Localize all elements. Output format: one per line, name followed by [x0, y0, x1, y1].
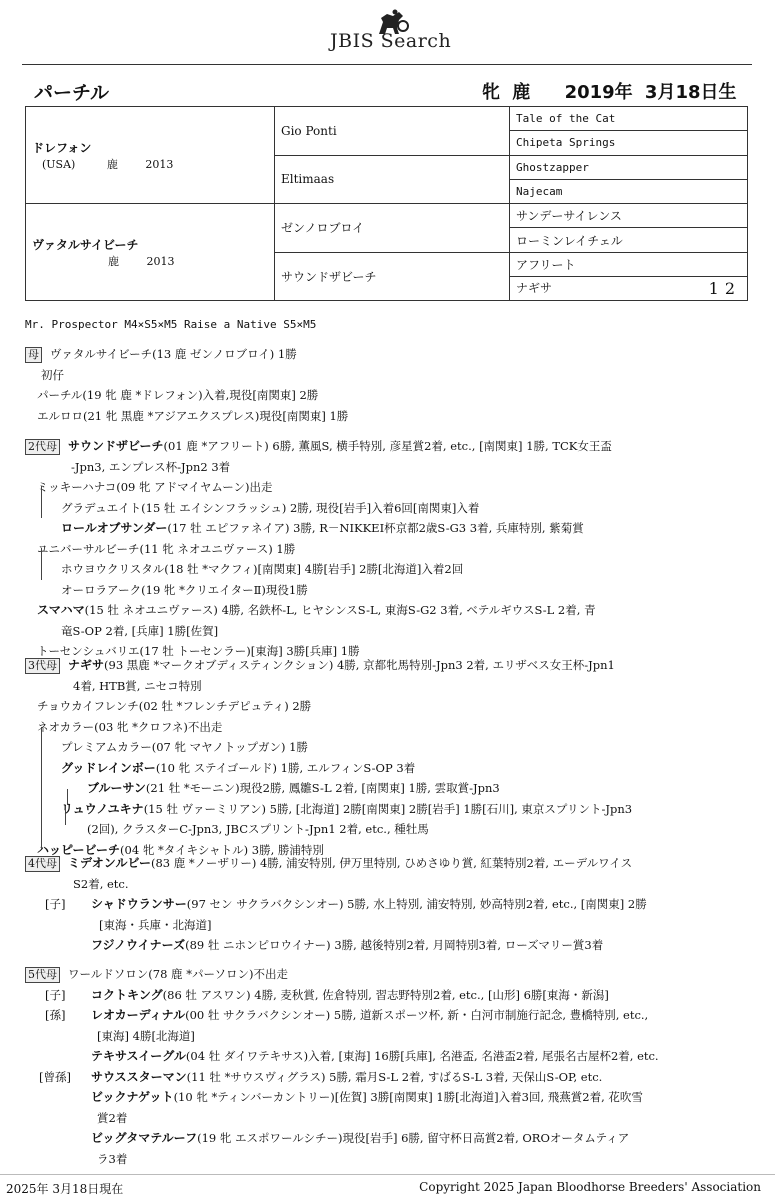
- inbreeding-line: Mr. Prospector M4×S5×M5 Raise a Native S5×M5: [25, 318, 317, 331]
- dam-section: [25, 344, 755, 426]
- offspring-record: (10 牝 ステイゴールド) 1勝, エルフィンS-OP 3着: [155, 760, 416, 775]
- descendant-record: (10 牝 *ティンバーカントリー)[佐賀] 3勝[南関東] 1勝[北海道]入着3回, 飛燕賞2着, 花吹雪: [173, 1090, 643, 1104]
- sire-name[interactable]: ドレフォン: [32, 140, 92, 155]
- offspring-name[interactable]: リュウノユキナ: [61, 801, 144, 816]
- offspring-line: ユニバーサルビーチ(11 牝 ネオユニヴァース) 1勝: [37, 541, 296, 556]
- tree-line: [65, 809, 66, 825]
- tree-line: [67, 789, 68, 805]
- tree-line: [41, 548, 42, 580]
- g3-8[interactable]: ナギサ: [516, 281, 553, 296]
- g3-2[interactable]: Chipeta Springs: [510, 131, 748, 155]
- descendant-record-cont: ラ3着: [97, 1151, 128, 1166]
- third-dam-name[interactable]: ナギサ: [68, 658, 105, 672]
- sire-sire[interactable]: Gio Ponti: [275, 107, 510, 156]
- offspring-name[interactable]: ハッピービーチ: [37, 842, 121, 857]
- fourth-dam-section: [25, 853, 755, 956]
- g3-7[interactable]: アフリート: [510, 252, 748, 276]
- fourth-dam-record-cont: S2着, etc.: [73, 876, 129, 891]
- pedigree-table: [25, 106, 748, 301]
- dam-details: [32, 253, 268, 269]
- section-tag: 4代母: [25, 856, 60, 872]
- horse-birth: 2019年 3月18日生: [564, 82, 737, 103]
- descendant-record: (00 牡 サクラバクシンオー) 5勝, 道新スポーツ杯, 新・白河市制施行記念, 豊橋特別, etc.,: [185, 1008, 649, 1022]
- sire-color: 鹿: [106, 157, 118, 171]
- third-dam-section: [25, 655, 755, 860]
- logo-text: JBIS Search: [330, 30, 452, 52]
- dam-cell: [26, 204, 275, 301]
- descendant-record: (04 牡 ダイワテキサス)入着, [東海] 16勝[兵庫], 名港盃, 名港盃2着, 尾張名古屋杯2着, etc.: [185, 1049, 659, 1063]
- descendant-record: (89 牡 ニホンピロウイナー) 3勝, 越後特別2着, 月岡特別3着, ローズマリー賞3着: [185, 938, 604, 952]
- descendant-name[interactable]: コクトキング: [91, 987, 163, 1002]
- offspring-name[interactable]: グッドレインボー: [61, 760, 156, 775]
- dam-color: 鹿: [108, 254, 119, 268]
- third-dam-record-cont: 4着, HTB賞, ニセコ特別: [73, 678, 202, 693]
- horse-sex: 牝: [482, 82, 500, 103]
- dam-name[interactable]: ヴァタルサイビーチ: [32, 237, 139, 252]
- third-dam-record: (93 黒鹿 *マークオブディスティンクション) 4勝, 京都牝馬特別-Jpn3 2着, エリザベス女王杯-Jpn1: [104, 658, 615, 672]
- horse-color: 鹿: [512, 82, 531, 103]
- g3-4[interactable]: Najecam: [510, 179, 748, 203]
- second-dam-section: [25, 436, 755, 662]
- descendant-record: (11 牡 *サウスヴィグラス) 5勝, 霜月S-L 2着, すばるS-L 3着, 天保山S-OP, etc.: [186, 1069, 603, 1084]
- relation-label: [子]: [45, 897, 66, 911]
- fifth-dam-section: [25, 964, 755, 1169]
- relation-label: [曾孫]: [39, 1069, 71, 1084]
- dam-year: 2013: [146, 254, 175, 268]
- offspring-line: グラデュエイト(15 牡 エイシンフラッシュ) 2勝, 現役[岩手]入着6回[南関東]入着: [61, 500, 480, 515]
- g3-1[interactable]: Tale of the Cat: [510, 107, 748, 131]
- descendant-name[interactable]: シャドウランサー: [91, 897, 187, 911]
- second-dam-name[interactable]: サウンドザビーチ: [68, 439, 164, 453]
- footer-rule: [0, 1174, 775, 1175]
- offspring-line: オーロラアーク(19 牝 *クリエイターⅡ)現役1勝: [61, 582, 308, 597]
- offspring-line: プレミアムカラー(07 牝 マヤノトップガン) 1勝: [61, 740, 308, 754]
- offspring-line: ネオカラー(03 牝 *クロフネ)不出走: [37, 719, 223, 734]
- offspring-record: (17 牡 エピファネイア) 3勝, R－NIKKEI杯京都2歳S-G3 3着, 兵庫特別, 紫菊賞: [167, 521, 584, 535]
- first-foal-note: 初仔: [41, 367, 64, 382]
- descendant-name[interactable]: ビックナゲット: [91, 1090, 174, 1104]
- descendant-name[interactable]: テキサスイーグル: [91, 1049, 186, 1063]
- dam-dam[interactable]: サウンドザビーチ: [275, 252, 510, 301]
- offspring-record: (15 牡 ネオユニヴァース) 4勝, 名鉄杯-L, ヒヤシンスS-L, 東海S-G2 3着, ベテルギウスS-L 2着, 青: [84, 603, 596, 617]
- sire-details: [32, 156, 268, 172]
- horse-info: [482, 78, 737, 104]
- g3-3[interactable]: Ghostzapper: [510, 155, 748, 179]
- horse-name: パーチル: [34, 82, 110, 104]
- descendant-record-cont: 賞2着: [97, 1110, 128, 1125]
- sire-cell: [26, 107, 275, 204]
- dam-line: ヴァタルサイビーチ(13 鹿 ゼンノロブロイ) 1勝: [50, 347, 297, 361]
- offspring-line: ミッキーハナコ(09 牝 アドマイヤムーン)出走: [37, 480, 273, 494]
- offspring-record-cont: 竜S-OP 2着, [兵庫] 1勝[佐賀]: [61, 623, 219, 638]
- descendant-record: (19 牝 エスポワールシチー)現役[岩手] 6勝, 留守杯日高賞2着, OROオータムティア: [197, 1131, 630, 1145]
- family-number: 12: [708, 279, 741, 299]
- g3-6[interactable]: ローミンレイチェル: [510, 228, 748, 252]
- offspring-line: エルロロ(21 牝 黒鹿 *アジアエクスプレス)現役[南関東] 1勝: [37, 408, 349, 423]
- fifth-dam-record: ワールドソロン(78 鹿 *パーソロン)不出走: [68, 967, 288, 981]
- offspring-name[interactable]: ロールオブサンダー: [61, 521, 168, 535]
- relation-label: [孫]: [45, 1008, 66, 1022]
- sire-dam[interactable]: Eltimaas: [275, 155, 510, 204]
- descendant-name[interactable]: フジノウイナーズ: [91, 938, 186, 952]
- offspring-line: パーチル(19 牝 鹿 *ドレフォン)入着,現役[南関東] 2勝: [37, 388, 319, 402]
- descendant-name[interactable]: レオカーディナル: [91, 1008, 186, 1022]
- descendant-record-cont: [東海・兵庫・北海道]: [99, 917, 212, 932]
- sire-origin: (USA): [42, 157, 76, 171]
- descendant-name[interactable]: サウススターマン: [91, 1069, 187, 1084]
- offspring-record: (04 牝 *タイキシャトル) 3勝, 勝浦特別: [120, 842, 324, 857]
- second-dam-record: (01 鹿 *アフリート) 6勝, 薫風S, 横手特別, 彦星賞2着, etc., [南関東] 1勝, TCK女王盃: [163, 439, 612, 453]
- relation-label: [子]: [45, 987, 66, 1002]
- g3-8-cell: [510, 277, 748, 301]
- descendant-record: (97 セン サクラバクシンオー) 5勝, 水上特別, 浦安特別, 妙高特別2着, etc., [南関東] 2勝: [186, 897, 647, 911]
- offspring-line: チョウカイフレンチ(02 牡 *フレンチデピュティ) 2勝: [37, 699, 312, 713]
- fourth-dam-record: (83 鹿 *ノーザリー) 4勝, 浦安特別, 伊万里特別, ひめさゆり賞, 紅葉特別2着, エーデルワイス: [150, 856, 633, 870]
- fourth-dam-name[interactable]: ミデオンルビー: [68, 856, 151, 870]
- jbis-search-logo[interactable]: [325, 6, 465, 56]
- tree-line: [41, 486, 42, 518]
- descendant-name[interactable]: ビッグタマテルーフ: [91, 1131, 198, 1145]
- dam-sire[interactable]: ゼンノロブロイ: [275, 204, 510, 253]
- offspring-record: (21 牡 *モーニン)現役2勝, 鳳雛S-L 2着, [南関東] 1勝, 雲取賞-Jpn3: [145, 781, 500, 795]
- offspring-record-cont: (2回), クラスターC-Jpn3, JBCスプリント-Jpn1 2着, etc., 種牡馬: [87, 822, 429, 836]
- second-dam-record-cont: -Jpn3, エンプレス杯-Jpn2 3着: [71, 459, 231, 474]
- descendant-record-cont: [東海] 4勝[北海道]: [97, 1028, 195, 1043]
- offspring-name[interactable]: スマハマ: [37, 603, 85, 617]
- footer-date: 2025年 3月18日現在: [6, 1182, 124, 1196]
- header-rule: [22, 64, 752, 65]
- offspring-record: (15 牡 ヴァーミリアン) 5勝, [北海道] 2勝[南関東] 2勝[岩手] 1勝[石川], 東京スプリント-Jpn3: [143, 801, 633, 816]
- section-tag: 3代母: [25, 658, 60, 674]
- section-tag: 母: [25, 347, 42, 363]
- g3-5[interactable]: サンデーサイレンス: [510, 204, 748, 228]
- descendant-record: (86 牡 アスワン) 4勝, 麦秋賞, 佐倉特別, 習志野特別2着, etc., [山形] 6勝[東海・新潟]: [162, 987, 609, 1002]
- sire-year: 2013: [145, 157, 174, 171]
- offspring-name[interactable]: ブルーサン: [87, 781, 146, 795]
- section-tag: 2代母: [25, 439, 60, 455]
- footer-copyright: Copyright 2025 Japan Bloodhorse Breeders' Association: [419, 1180, 761, 1194]
- offspring-line: ホウヨウクリスタル(18 牡 *マクフィ)[南関東] 4勝[岩手] 2勝[北海道]入着2回: [61, 562, 464, 576]
- tree-line: [41, 727, 42, 849]
- section-tag: 5代母: [25, 967, 60, 983]
- offspring-line: トーセンシュバリエ(17 牡 トーセンラー)[東海] 3勝[兵庫] 1勝: [37, 644, 360, 658]
